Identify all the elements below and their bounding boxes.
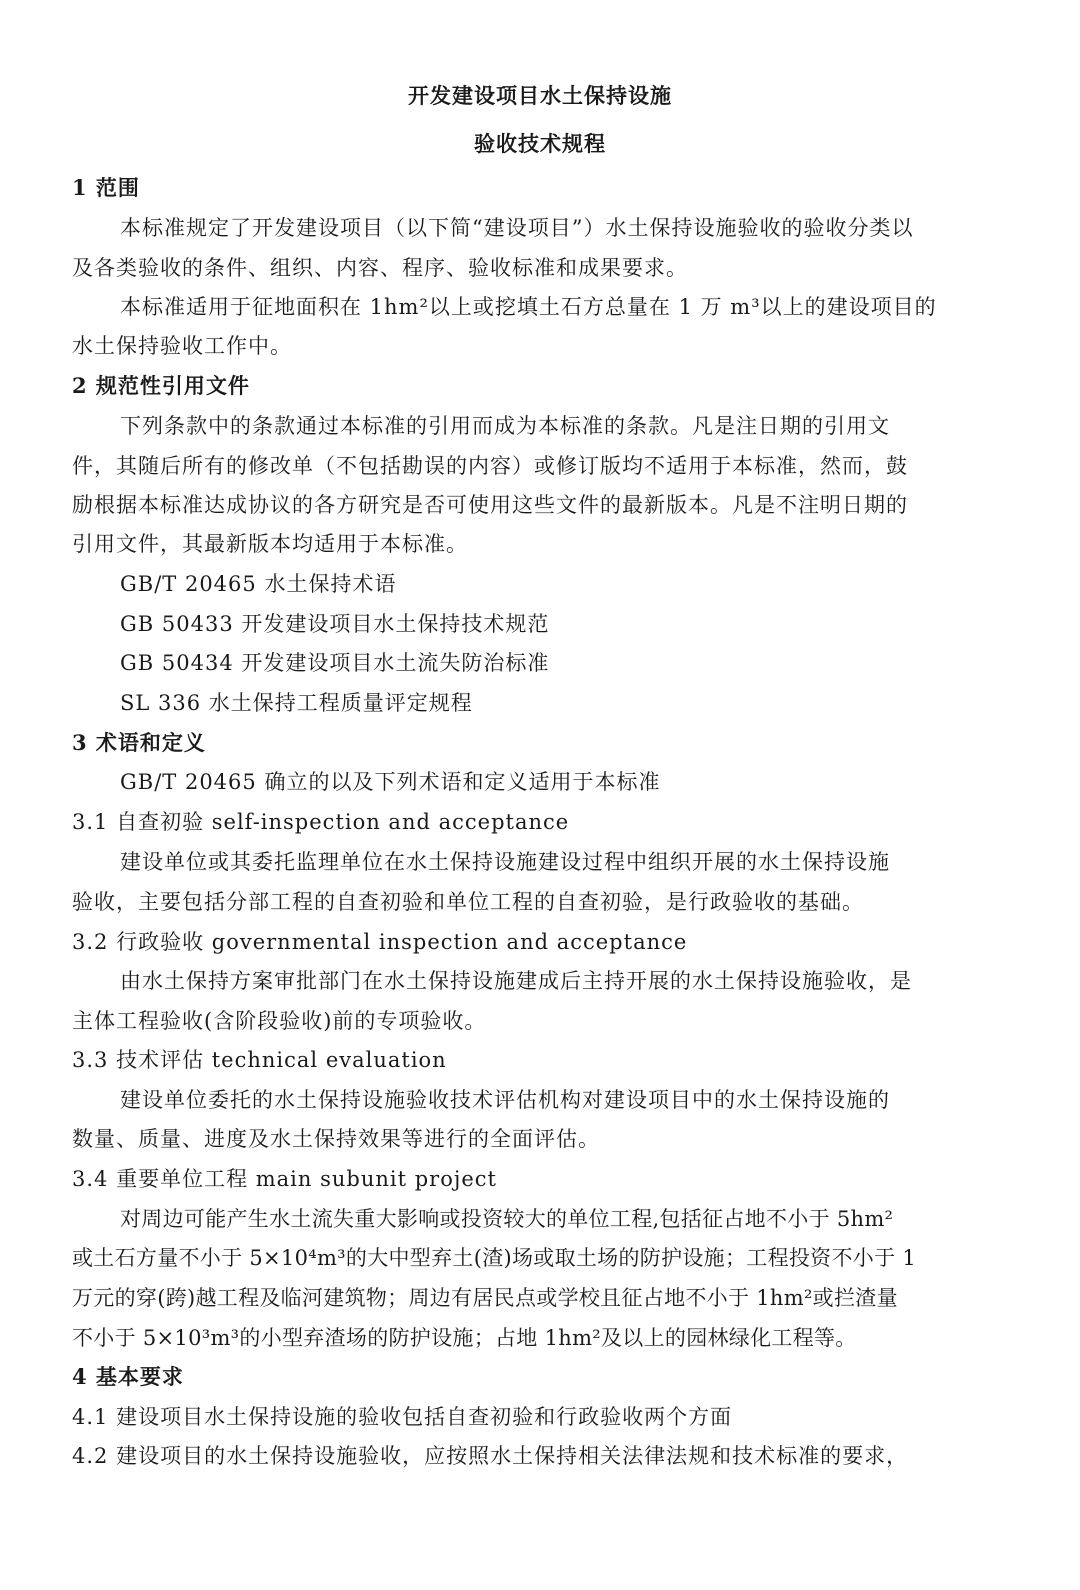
paragraph-line: 本标准规定了开发建设项目（以下简“建设项目”）水土保持设施验收的验收分类以 [120,216,914,240]
paragraph-line: 不小于 5×10³m³的小型弃渣场的防护设施；占地 1hm²及以上的园林绿化工程等。 [72,1326,857,1350]
section-1-heading: 1 范围 [72,175,140,200]
section-3-heading: 3 术语和定义 [72,730,206,755]
paragraph-line: 建设单位或其委托监理单位在水土保持设施建设过程中组织开展的水土保持设施 [120,850,890,874]
paragraph-line: 主体工程验收(含阶段验收)前的专项验收。 [72,1009,487,1033]
list-item: 4.1 建设项目水土保持设施的验收包括自查初验和行政验收两个方面 [72,1405,733,1429]
section-2-heading: 2 规范性引用文件 [72,373,250,398]
paragraph-line: 数量、质量、进度及水土保持效果等进行的全面评估。 [72,1127,600,1151]
paragraph-line: 下列条款中的条款通过本标准的引用而成为本标准的条款。凡是注日期的引用文 [120,414,890,438]
paragraph-line: 验收，主要包括分部工程的自查初验和单位工程的自查初验，是行政验收的基础。 [72,890,864,914]
paragraph-line: 建设单位委托的水土保持设施验收技术评估机构对建设项目中的水土保持设施的 [120,1088,890,1112]
reference-item: GB 50434 开发建设项目水土流失防治标准 [120,651,550,675]
paragraph-line: 水土保持验收工作中。 [72,334,292,358]
reference-item: SL 336 水土保持工程质量评定规程 [120,691,473,715]
reference-item: GB/T 20465 水土保持术语 [120,572,397,596]
paragraph-line: 由水土保持方案审批部门在水土保持设施建成后主持开展的水土保持设施验收，是 [120,969,912,993]
paragraph-line: 本标准适用于征地面积在 1hm²以上或挖填土石方总量在 1 万 m³以上的建设项目的 [120,295,937,319]
paragraph-line: 引用文件，其最新版本均适用于本标准。 [72,532,468,556]
term-heading: 3.2 行政验收 governmental inspection and acceptance [72,930,688,954]
paragraph-line: GB/T 20465 确立的以及下列术语和定义适用于本标准 [120,770,661,794]
term-heading: 3.4 重要单位工程 main subunit project [72,1167,497,1191]
paragraph-line: 及各类验收的条件、组织、内容、程序、验收标准和成果要求。 [72,256,688,280]
document-title-line2: 验收技术规程 [474,131,606,156]
term-heading: 3.1 自查初验 self-inspection and acceptance [72,810,570,834]
section-4-heading: 4 基本要求 [72,1364,184,1389]
paragraph-line: 件，其随后所有的修改单（不包括勘误的内容）或修订版均不适用于本标准，然而，鼓 [72,454,908,478]
paragraph-line: 励根据本标准达成协议的各方研究是否可使用这些文件的最新版本。凡是不注明日期的 [72,493,908,517]
paragraph-line: 或土石方量不小于 5×10⁴m³的大中型弃土(渣)场或取土场的防护设施；工程投资不小于 1 [72,1246,917,1270]
paragraph-line: 对周边可能产生水土流失重大影响或投资较大的单位工程,包括征占地不小于 5hm² [120,1207,894,1231]
paragraph-line: 万元的穿(跨)越工程及临河建筑物；周边有居民点或学校且征占地不小于 1hm²或拦渣量 [72,1286,898,1310]
document-title-line1: 开发建设项目水土保持设施 [408,83,672,108]
reference-item: GB 50433 开发建设项目水土保持技术规范 [120,612,550,636]
list-item: 4.2 建设项目的水土保持设施验收，应按照水土保持相关法律法规和技术标准的要求， [72,1444,909,1468]
term-heading: 3.3 技术评估 technical evaluation [72,1048,447,1072]
